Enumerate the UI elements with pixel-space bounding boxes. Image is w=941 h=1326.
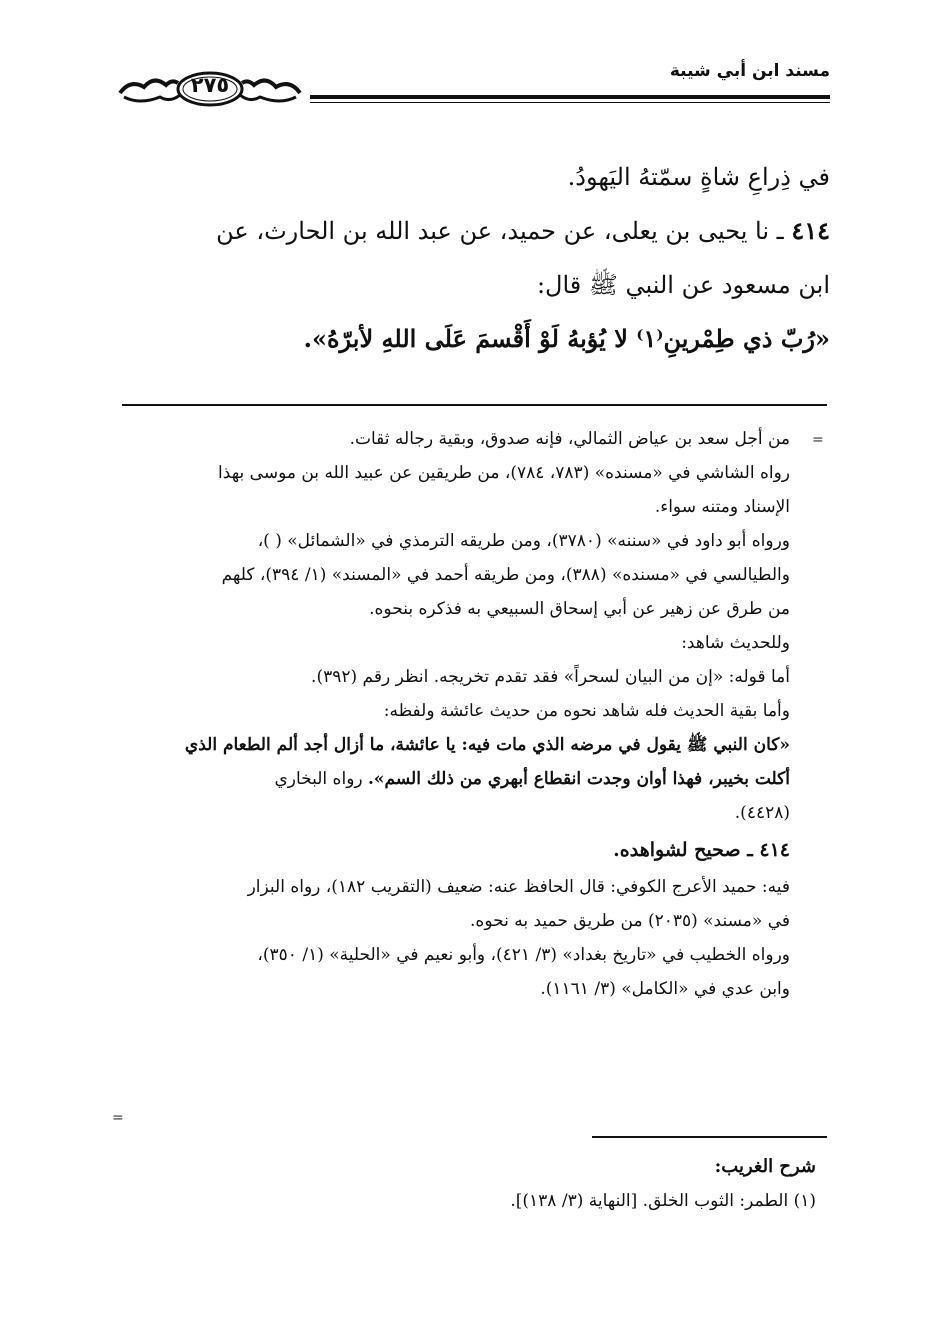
note-line: ورواه الخطيب في «تاريخ بغداد» (٣/ ٤٢١)، وأبو نعيم في «الحلية» (١/ ٣٥٠)، [257,945,790,965]
note-line [110,762,790,796]
header-rule-thin [310,102,830,103]
continuation-mark: = [812,432,824,448]
page-number: ٢٧٥ [190,73,230,97]
note-line: ورواه أبو داود في «سننه» (٣٧٨٠)، ومن طريقه الترمذي في «الشمائل» ( )، [257,531,790,551]
running-title: مسند ابن أبي شيبة [669,61,830,81]
hadith-grade: ٤١٤ ـ صحيح لشواهده. [613,839,790,861]
note-quote-end: أكلت بخيبر، فهذا أوان وجدت انقطاع أبهري من ذلك السم». [368,769,790,789]
glossary [110,1150,816,1218]
note-line: والطيالسي في «مسنده» (٣٨٨)، ومن طريقه أحمد في «المسند» (١/ ٣٩٤)، كلهم [221,565,790,585]
hadith-text: «رُبّ ذي طِمْرينِ⁽١⁾ لا يُؤبهُ لَوْ أَقْسمَ عَلَى اللهِ لأبرّهُ». [303,324,830,353]
note-source: رواه البخاري [274,769,369,789]
note-line: أما قوله: «إن من البيان لسحراً» فقد تقدم تخريجه. انظر رقم (٣٩٢). [311,667,790,687]
note-line: من طرق عن زهير عن أبي إسحاق السبيعي به فذكره بنحوه. [369,599,790,619]
note-line: وللحديث شاهد: [681,633,790,653]
gloss-separator [592,1136,827,1138]
main-line-1: في ذِراعِ شاةٍ سمّتهُ اليَهودُ. [567,163,830,191]
note-line: وابن عدي في «الكامل» (٣/ ١١٦١). [540,979,790,999]
main-line-2 [110,204,830,258]
glossary-entry: (١) الطمر: الثوب الخلق. [النهاية (٣/ ١٣٨)]. [510,1191,816,1211]
takhrij-notes [110,422,790,1006]
header-rule-thick [310,95,830,99]
note-line: وأما بقية الحديث فله شاهد نحوه من حديث عائشة ولفظه: [383,701,790,721]
main-line-3: ابن مسعود عن النبي ﷺ قال: [536,271,830,299]
glossary-title: شرح الغريب: [714,1156,816,1177]
note-line-quote: «كان النبي ﷺ يقول في مرضه الذي مات فيه: يا عائشة، ما أزال أجد ألم الطعام الذي [184,735,790,755]
note-line: رواه الشاشي في «مسنده» (٧٨٣، ٧٨٤)، من طريقين عن عبيد الله بن موسى بهذا [218,463,790,483]
main-line-2-text: ـ نا يحيى بن يعلى، عن حميد، عن عبد الله بن الحارث، عن [216,217,784,245]
main-text [110,150,830,366]
note-line: فيه: حميد الأعرج الكوفي: قال الحافظ عنه: ضعيف (التقريب ١٨٢)، رواه البزار [247,877,790,897]
note-line: الإسناد ومتنه سواء. [654,497,790,517]
hadith-number: ٤١٤ [791,216,830,245]
continuation-mark-left: = [112,1110,124,1126]
footnote-separator [122,404,827,406]
note-line: (٤٤٢٨). [734,803,790,823]
note-line: من أجل سعد بن عياض الثمالي، فإنه صدوق، وبقية رجاله ثقات. [349,429,790,449]
note-line: في «مسند» (٢٠٣٥) من طريق حميد به نحوه. [470,911,790,931]
page-header [110,55,830,115]
